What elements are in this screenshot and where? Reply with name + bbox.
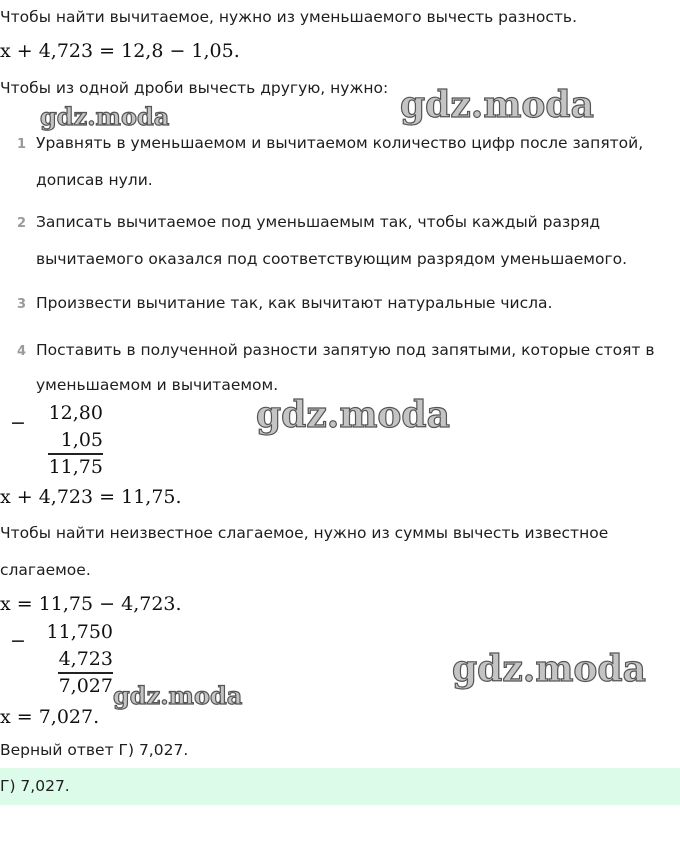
equation-1: x + 4,723 = 12,8 − 1,05.: [0, 40, 240, 62]
subtrahend: 1,05: [60, 429, 103, 451]
watermark: gdz.moda: [40, 102, 170, 131]
watermark: gdz.moda: [400, 84, 594, 126]
equation-4: x = 7,027.: [0, 706, 100, 728]
difference: 7,027: [58, 675, 113, 697]
minuend: 12,80: [48, 402, 103, 424]
answer-statement: Верный ответ Г) 7,027.: [0, 741, 189, 759]
equation-3: x = 11,75 − 4,723.: [0, 593, 182, 615]
rule-addend: слагаемое.: [0, 561, 91, 579]
rule-subtrahend: Чтобы найти вычитаемое, нужно из уменьшаемого вычесть разность.: [0, 8, 577, 26]
rule-addend: Чтобы найти неизвестное слагаемое, нужно из суммы вычесть известное: [0, 524, 609, 542]
answer-box: [0, 768, 680, 805]
equation-2: x + 4,723 = 11,75.: [0, 486, 182, 508]
step-text: Уравнять в уменьшаемом и вычитаемом количество цифр после запятой,: [36, 134, 644, 152]
step-text: Записать вычитаемое под уменьшаемым так, чтобы каждый разряд: [36, 213, 601, 231]
step-text: вычитаемого оказался под соответствующим разрядом уменьшаемого.: [36, 250, 628, 268]
minuend: 11,750: [46, 621, 113, 643]
minus-sign: −: [10, 412, 26, 434]
subtraction-line: [58, 672, 113, 674]
watermark: gdz.moda: [452, 648, 646, 690]
rule-fractions-intro: Чтобы из одной дроби вычесть другую, нужно:: [0, 79, 389, 97]
step-number: 4: [17, 344, 27, 359]
watermark: gdz.moda: [256, 394, 450, 436]
difference: 11,75: [48, 456, 103, 478]
step-number: 1: [17, 137, 27, 152]
subtrahend: 4,723: [58, 648, 113, 670]
answer-text: Г) 7,027.: [0, 777, 70, 795]
minus-sign: −: [10, 630, 26, 652]
step-text: уменьшаемом и вычитаемом.: [36, 376, 279, 394]
step-number: 2: [17, 216, 27, 231]
watermark: gdz.moda: [113, 681, 243, 710]
step-text: Произвести вычитание так, как вычитают натуральные числа.: [36, 294, 553, 312]
step-text: Поставить в полученной разности запятую под запятыми, которые стоят в: [36, 341, 655, 359]
subtraction-line: [48, 453, 103, 455]
step-text: дописав нули.: [36, 171, 153, 189]
step-number: 3: [17, 297, 27, 312]
